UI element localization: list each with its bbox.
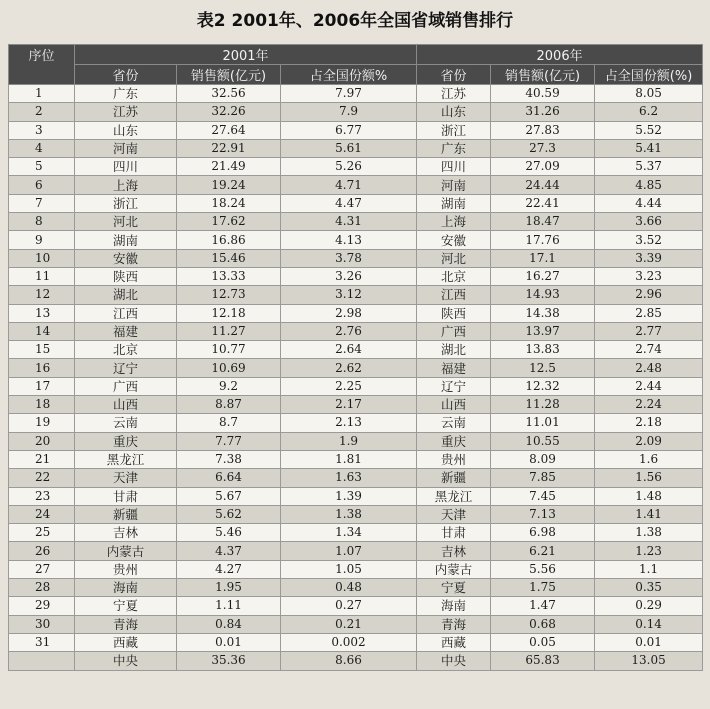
province-2006-cell: 云南 (417, 414, 491, 432)
sales-2001-cell: 13.33 (177, 267, 281, 285)
sales-2001-cell: 1.11 (177, 597, 281, 615)
province-2001-cell: 吉林 (75, 524, 177, 542)
share-2006-cell: 3.66 (595, 213, 703, 231)
sales-2006-cell: 8.09 (491, 450, 595, 468)
sales-2006-cell: 24.44 (491, 176, 595, 194)
province-2006-cell: 山东 (417, 103, 491, 121)
share-2001-cell: 4.13 (281, 231, 417, 249)
province-2001-cell: 重庆 (75, 432, 177, 450)
rank-cell: 24 (9, 505, 75, 523)
share-2001-cell: 4.71 (281, 176, 417, 194)
rank-cell: 23 (9, 487, 75, 505)
sales-2006-cell: 22.41 (491, 194, 595, 212)
share-2001-cell: 0.48 (281, 579, 417, 597)
share-2001-cell: 5.26 (281, 158, 417, 176)
table-row (9, 450, 703, 468)
table-row (9, 396, 703, 414)
table-row (9, 505, 703, 523)
sales-2001-cell: 9.2 (177, 377, 281, 395)
share-2001-cell: 0.27 (281, 597, 417, 615)
province-2001-cell: 陕西 (75, 267, 177, 285)
sales-2006-cell: 27.83 (491, 121, 595, 139)
table-row (9, 432, 703, 450)
province-2006-cell: 江苏 (417, 85, 491, 103)
sales-2001-cell: 5.62 (177, 505, 281, 523)
rank-cell: 21 (9, 450, 75, 468)
province-2001-cell: 甘肃 (75, 487, 177, 505)
sales-2006-cell: 17.76 (491, 231, 595, 249)
header-sales-2001: 销售额(亿元) (177, 65, 281, 85)
province-2001-cell: 北京 (75, 341, 177, 359)
table-row (9, 267, 703, 285)
sales-2006-cell: 10.55 (491, 432, 595, 450)
sales-2006-cell: 40.59 (491, 85, 595, 103)
rank-cell: 2 (9, 103, 75, 121)
share-2001-cell: 4.47 (281, 194, 417, 212)
share-2006-cell: 2.74 (595, 341, 703, 359)
province-2006-cell: 内蒙古 (417, 560, 491, 578)
header-province-2006: 省份 (417, 65, 491, 85)
province-2001-cell: 广西 (75, 377, 177, 395)
table-row (9, 542, 703, 560)
share-2001-cell: 0.002 (281, 633, 417, 651)
share-2001-cell: 1.63 (281, 469, 417, 487)
sales-2006-cell: 1.47 (491, 597, 595, 615)
rank-cell: 19 (9, 414, 75, 432)
share-2006-cell: 1.48 (595, 487, 703, 505)
province-2006-cell: 广东 (417, 139, 491, 157)
province-2006-cell: 海南 (417, 597, 491, 615)
province-2001-cell: 西藏 (75, 633, 177, 651)
sales-2006-cell: 5.56 (491, 560, 595, 578)
sales-2001-cell: 8.87 (177, 396, 281, 414)
sales-2006-cell: 11.01 (491, 414, 595, 432)
share-2001-cell: 3.12 (281, 286, 417, 304)
sales-2001-cell: 7.38 (177, 450, 281, 468)
header-year-2001: 2001年 (75, 45, 417, 65)
share-2006-cell: 5.52 (595, 121, 703, 139)
province-2001-cell: 黑龙江 (75, 450, 177, 468)
province-2001-cell: 上海 (75, 176, 177, 194)
table-row (9, 652, 703, 670)
share-2006-cell: 13.05 (595, 652, 703, 670)
rank-cell: 20 (9, 432, 75, 450)
province-2001-cell: 中央 (75, 652, 177, 670)
sales-2001-cell: 10.69 (177, 359, 281, 377)
province-2006-cell: 河南 (417, 176, 491, 194)
share-2001-cell: 2.17 (281, 396, 417, 414)
table-row (9, 341, 703, 359)
table-row (9, 560, 703, 578)
table-row (9, 597, 703, 615)
table-row (9, 139, 703, 157)
province-2001-cell: 青海 (75, 615, 177, 633)
table-row (9, 213, 703, 231)
sales-2006-cell: 16.27 (491, 267, 595, 285)
share-2006-cell: 6.2 (595, 103, 703, 121)
province-2006-cell: 上海 (417, 213, 491, 231)
rank-cell: 30 (9, 615, 75, 633)
province-2006-cell: 江西 (417, 286, 491, 304)
sales-2006-cell: 1.75 (491, 579, 595, 597)
province-2001-cell: 云南 (75, 414, 177, 432)
table-row (9, 176, 703, 194)
table-row (9, 103, 703, 121)
share-2001-cell: 1.34 (281, 524, 417, 542)
share-2006-cell: 1.23 (595, 542, 703, 560)
sales-2006-cell: 0.05 (491, 633, 595, 651)
table-row (9, 121, 703, 139)
province-2006-cell: 湖南 (417, 194, 491, 212)
table-row (9, 377, 703, 395)
header-share-2001: 占全国份额% (281, 65, 417, 85)
table-row (9, 85, 703, 103)
sales-2006-cell: 6.21 (491, 542, 595, 560)
rank-cell: 31 (9, 633, 75, 651)
share-2006-cell: 1.1 (595, 560, 703, 578)
sales-2006-cell: 14.38 (491, 304, 595, 322)
province-2006-cell: 湖北 (417, 341, 491, 359)
share-2006-cell: 2.77 (595, 322, 703, 340)
share-2006-cell: 0.14 (595, 615, 703, 633)
rank-cell: 7 (9, 194, 75, 212)
province-2001-cell: 四川 (75, 158, 177, 176)
rank-cell: 28 (9, 579, 75, 597)
share-2006-cell: 8.05 (595, 85, 703, 103)
header-rank: 序位 (9, 45, 75, 85)
share-2006-cell: 2.18 (595, 414, 703, 432)
sales-2006-cell: 27.09 (491, 158, 595, 176)
sales-2001-cell: 4.27 (177, 560, 281, 578)
header-year-2006: 2006年 (417, 45, 703, 65)
sales-2006-cell: 7.85 (491, 469, 595, 487)
sales-2001-cell: 5.67 (177, 487, 281, 505)
province-2001-cell: 福建 (75, 322, 177, 340)
sales-2001-cell: 8.7 (177, 414, 281, 432)
province-2001-cell: 河南 (75, 139, 177, 157)
table-row (9, 158, 703, 176)
province-2001-cell: 广东 (75, 85, 177, 103)
province-2006-cell: 安徽 (417, 231, 491, 249)
province-2001-cell: 宁夏 (75, 597, 177, 615)
share-2001-cell: 2.64 (281, 341, 417, 359)
table-title: 表2 2001年、2006年全国省域销售排行 (196, 11, 514, 31)
rank-cell: 6 (9, 176, 75, 194)
table-row (9, 304, 703, 322)
province-2001-cell: 贵州 (75, 560, 177, 578)
sales-2006-cell: 12.5 (491, 359, 595, 377)
share-2006-cell: 1.6 (595, 450, 703, 468)
rank-cell: 22 (9, 469, 75, 487)
province-2001-cell: 江苏 (75, 103, 177, 121)
province-2006-cell: 福建 (417, 359, 491, 377)
sales-2001-cell: 18.24 (177, 194, 281, 212)
sales-2001-cell: 15.46 (177, 249, 281, 267)
table-row (9, 524, 703, 542)
province-2006-cell: 贵州 (417, 450, 491, 468)
province-2001-cell: 山东 (75, 121, 177, 139)
table-header (9, 45, 703, 85)
table-body (9, 85, 703, 671)
share-2006-cell: 0.01 (595, 633, 703, 651)
province-2006-cell: 重庆 (417, 432, 491, 450)
share-2006-cell: 1.56 (595, 469, 703, 487)
rank-cell: 9 (9, 231, 75, 249)
sales-2001-cell: 0.01 (177, 633, 281, 651)
table-row (9, 359, 703, 377)
sales-2001-cell: 4.37 (177, 542, 281, 560)
share-2001-cell: 2.25 (281, 377, 417, 395)
share-2006-cell: 0.29 (595, 597, 703, 615)
sales-2001-cell: 16.86 (177, 231, 281, 249)
sales-ranking-table (8, 44, 703, 671)
sales-2006-cell: 27.3 (491, 139, 595, 157)
province-2006-cell: 西藏 (417, 633, 491, 651)
rank-cell: 25 (9, 524, 75, 542)
share-2001-cell: 5.61 (281, 139, 417, 157)
sales-2001-cell: 21.49 (177, 158, 281, 176)
share-2001-cell: 3.78 (281, 249, 417, 267)
header-share-2006: 占全国份额(%) (595, 65, 703, 85)
share-2006-cell: 2.09 (595, 432, 703, 450)
sales-2001-cell: 12.18 (177, 304, 281, 322)
header-province-2001: 省份 (75, 65, 177, 85)
province-2001-cell: 江西 (75, 304, 177, 322)
share-2006-cell: 2.24 (595, 396, 703, 414)
sales-2006-cell: 17.1 (491, 249, 595, 267)
sales-2006-cell: 7.45 (491, 487, 595, 505)
rank-cell: 15 (9, 341, 75, 359)
province-2006-cell: 陕西 (417, 304, 491, 322)
province-2006-cell: 天津 (417, 505, 491, 523)
share-2001-cell: 7.9 (281, 103, 417, 121)
share-2006-cell: 5.41 (595, 139, 703, 157)
province-2006-cell: 中央 (417, 652, 491, 670)
sales-2001-cell: 17.62 (177, 213, 281, 231)
sales-2006-cell: 14.93 (491, 286, 595, 304)
sales-2001-cell: 22.91 (177, 139, 281, 157)
province-2006-cell: 北京 (417, 267, 491, 285)
sales-2006-cell: 18.47 (491, 213, 595, 231)
table-row (9, 322, 703, 340)
sales-2001-cell: 32.26 (177, 103, 281, 121)
rank-cell: 1 (9, 85, 75, 103)
share-2001-cell: 1.9 (281, 432, 417, 450)
province-2006-cell: 青海 (417, 615, 491, 633)
sales-2001-cell: 7.77 (177, 432, 281, 450)
table-row (9, 414, 703, 432)
province-2006-cell: 河北 (417, 249, 491, 267)
province-2006-cell: 宁夏 (417, 579, 491, 597)
sales-2006-cell: 13.97 (491, 322, 595, 340)
share-2006-cell: 2.85 (595, 304, 703, 322)
province-2001-cell: 天津 (75, 469, 177, 487)
sales-2001-cell: 0.84 (177, 615, 281, 633)
rank-cell: 12 (9, 286, 75, 304)
province-2001-cell: 湖南 (75, 231, 177, 249)
province-2006-cell: 新疆 (417, 469, 491, 487)
share-2001-cell: 1.05 (281, 560, 417, 578)
rank-cell: 29 (9, 597, 75, 615)
province-2001-cell: 辽宁 (75, 359, 177, 377)
province-2006-cell: 吉林 (417, 542, 491, 560)
sales-2001-cell: 11.27 (177, 322, 281, 340)
table-row (9, 615, 703, 633)
sales-2001-cell: 19.24 (177, 176, 281, 194)
rank-cell: 26 (9, 542, 75, 560)
province-2001-cell: 河北 (75, 213, 177, 231)
province-2006-cell: 山西 (417, 396, 491, 414)
share-2001-cell: 2.98 (281, 304, 417, 322)
sales-2006-cell: 6.98 (491, 524, 595, 542)
share-2001-cell: 2.62 (281, 359, 417, 377)
sales-2001-cell: 5.46 (177, 524, 281, 542)
sales-2006-cell: 7.13 (491, 505, 595, 523)
sales-2001-cell: 27.64 (177, 121, 281, 139)
rank-cell: 8 (9, 213, 75, 231)
sales-2001-cell: 10.77 (177, 341, 281, 359)
share-2001-cell: 4.31 (281, 213, 417, 231)
share-2006-cell: 5.37 (595, 158, 703, 176)
header-sales-2006: 销售额(亿元) (491, 65, 595, 85)
sales-2006-cell: 11.28 (491, 396, 595, 414)
share-2006-cell: 4.85 (595, 176, 703, 194)
table-row (9, 194, 703, 212)
table-row (9, 249, 703, 267)
sales-2001-cell: 32.56 (177, 85, 281, 103)
rank-cell: 5 (9, 158, 75, 176)
sales-2001-cell: 1.95 (177, 579, 281, 597)
share-2006-cell: 2.44 (595, 377, 703, 395)
rank-cell: 18 (9, 396, 75, 414)
sales-2006-cell: 31.26 (491, 103, 595, 121)
rank-cell (9, 652, 75, 670)
province-2006-cell: 浙江 (417, 121, 491, 139)
share-2001-cell: 0.21 (281, 615, 417, 633)
table-row (9, 579, 703, 597)
share-2006-cell: 2.96 (595, 286, 703, 304)
share-2006-cell: 3.52 (595, 231, 703, 249)
table-row (9, 469, 703, 487)
province-2006-cell: 四川 (417, 158, 491, 176)
table-row (9, 286, 703, 304)
share-2006-cell: 0.35 (595, 579, 703, 597)
sales-ranking-table-container (8, 44, 702, 705)
share-2006-cell: 2.48 (595, 359, 703, 377)
rank-cell: 4 (9, 139, 75, 157)
share-2001-cell: 1.81 (281, 450, 417, 468)
share-2001-cell: 1.39 (281, 487, 417, 505)
sales-2001-cell: 35.36 (177, 652, 281, 670)
province-2006-cell: 广西 (417, 322, 491, 340)
province-2001-cell: 山西 (75, 396, 177, 414)
province-2001-cell: 安徽 (75, 249, 177, 267)
rank-cell: 14 (9, 322, 75, 340)
share-2001-cell: 2.76 (281, 322, 417, 340)
share-2006-cell: 3.23 (595, 267, 703, 285)
share-2001-cell: 8.66 (281, 652, 417, 670)
share-2006-cell: 3.39 (595, 249, 703, 267)
share-2006-cell: 1.38 (595, 524, 703, 542)
sales-2006-cell: 65.83 (491, 652, 595, 670)
sales-2006-cell: 13.83 (491, 341, 595, 359)
rank-cell: 27 (9, 560, 75, 578)
province-2001-cell: 内蒙古 (75, 542, 177, 560)
table-row (9, 487, 703, 505)
rank-cell: 17 (9, 377, 75, 395)
sales-2001-cell: 12.73 (177, 286, 281, 304)
share-2006-cell: 4.44 (595, 194, 703, 212)
share-2001-cell: 1.38 (281, 505, 417, 523)
share-2001-cell: 1.07 (281, 542, 417, 560)
share-2001-cell: 6.77 (281, 121, 417, 139)
rank-cell: 3 (9, 121, 75, 139)
sales-2006-cell: 12.32 (491, 377, 595, 395)
table-row (9, 231, 703, 249)
province-2001-cell: 新疆 (75, 505, 177, 523)
province-2001-cell: 湖北 (75, 286, 177, 304)
rank-cell: 11 (9, 267, 75, 285)
share-2001-cell: 2.13 (281, 414, 417, 432)
province-2001-cell: 海南 (75, 579, 177, 597)
rank-cell: 10 (9, 249, 75, 267)
table-row (9, 633, 703, 651)
share-2001-cell: 7.97 (281, 85, 417, 103)
province-2006-cell: 甘肃 (417, 524, 491, 542)
sales-2006-cell: 0.68 (491, 615, 595, 633)
share-2001-cell: 3.26 (281, 267, 417, 285)
province-2006-cell: 辽宁 (417, 377, 491, 395)
province-2001-cell: 浙江 (75, 194, 177, 212)
rank-cell: 16 (9, 359, 75, 377)
sales-2001-cell: 6.64 (177, 469, 281, 487)
rank-cell: 13 (9, 304, 75, 322)
share-2006-cell: 1.41 (595, 505, 703, 523)
province-2006-cell: 黑龙江 (417, 487, 491, 505)
